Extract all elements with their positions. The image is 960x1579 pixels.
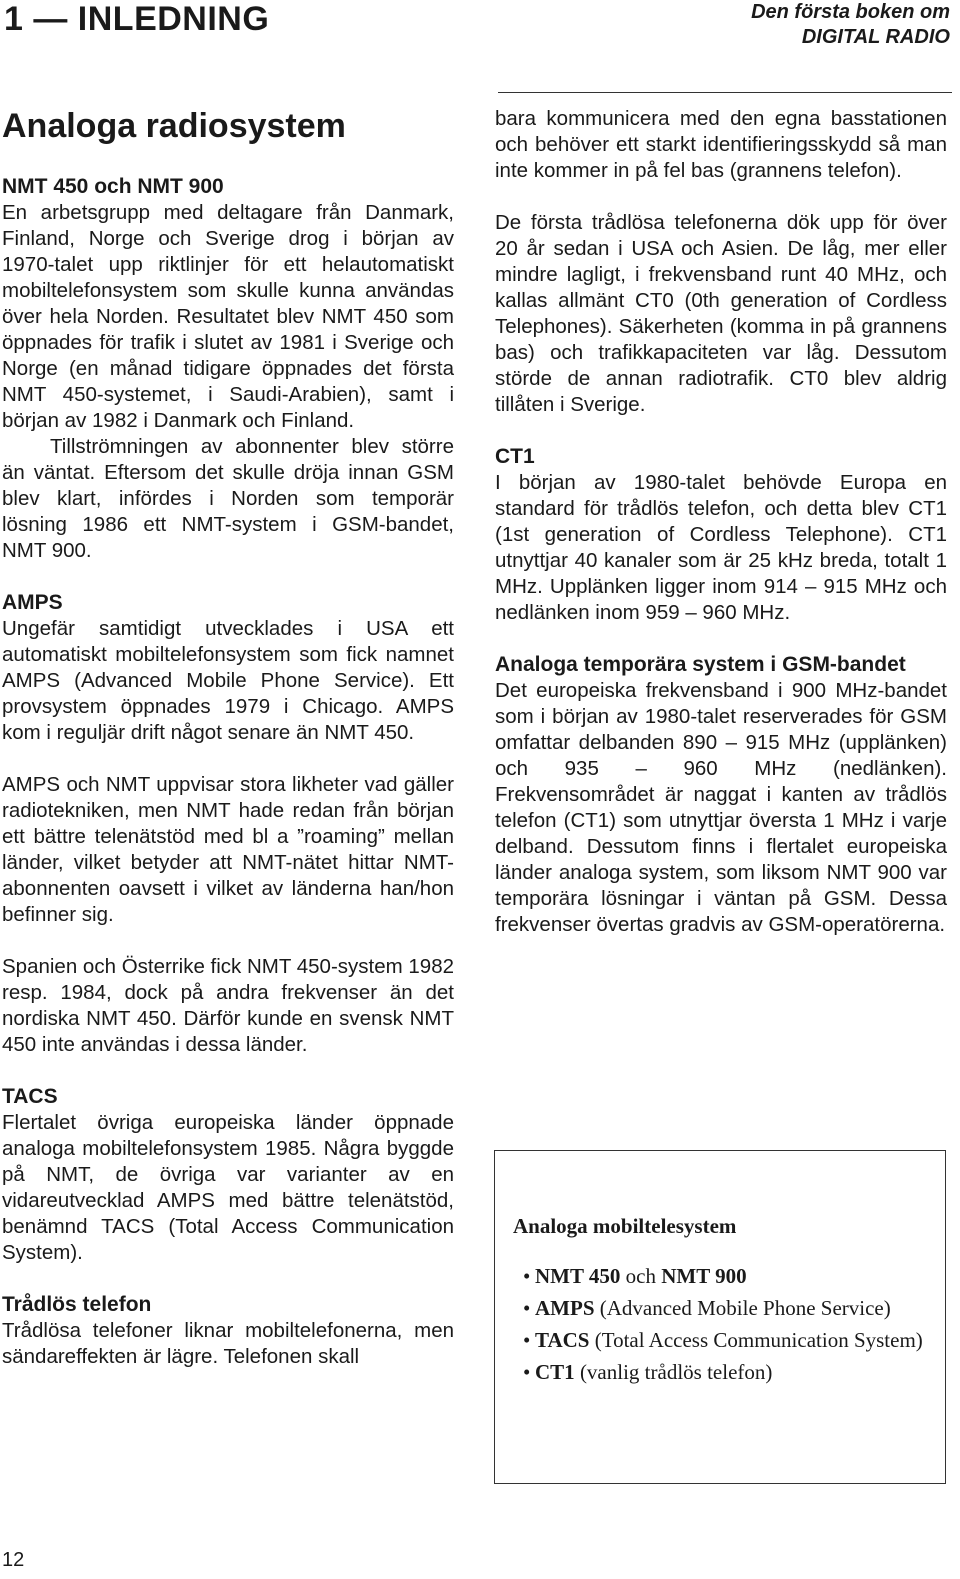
ct1-heading: CT1 bbox=[495, 445, 535, 468]
cordless-heading: Trådlös telefon bbox=[2, 1293, 152, 1316]
book-title-line1: Den första boken om bbox=[751, 1, 950, 23]
left-column bbox=[2, 106, 454, 1396]
summary-item-ct1: • CT1 (vanlig trådlös telefon) bbox=[513, 1359, 945, 1385]
cordless-paragraph-1: Trådlösa telefoner liknar mobiltelefonerna, men sändareffekten är lägre. Telefonen skall bbox=[2, 1319, 454, 1368]
tacs-paragraph-1: Flertalet övriga europeiska länder öppnade analoga mobiltelefonsystem 1985. Några byggde på NMT, de övriga var varianter av en vidareutvecklad AMPS med bättre telenätstöd, benämnd TACS (Total Access Communication System). bbox=[2, 1111, 454, 1264]
summary-item-tacs: • TACS (Total Access Communication System) bbox=[513, 1327, 945, 1353]
tacs-heading: TACS bbox=[2, 1085, 58, 1108]
page-number: 12 bbox=[2, 1549, 25, 1571]
temporary-systems-paragraph: Det europeiska frekvensband i 900 MHz-bandet som i början av 1980-talet reserverades för GSM omfattar delbanden 890 – 915 MHz (upplänken) och 935 – 960 MHz (nedlänken). Frekvensområdet är naggat i kanten av trådlös telefon (CT1) som utnyttjar översta 1 MHz i varje delband. Dessutom finns i flertalet europeiska länder analoga system, som liksom NMT 900 var temporära lösningar i väntan på GSM. Dessa frekvenser övertas gradvis av GSM-operatörerna. bbox=[495, 679, 947, 936]
summary-item-amps: • AMPS (Advanced Mobile Phone Service) bbox=[513, 1295, 945, 1321]
summary-box bbox=[494, 1150, 946, 1484]
amps-heading: AMPS bbox=[2, 591, 63, 614]
section-title: Analoga radiosystem bbox=[2, 107, 346, 145]
cordless-paragraph-2: bara kommunicera med den egna basstationen och behöver ett starkt identifieringsskydd så man inte kommer in på fel bas (grannens telefon). bbox=[495, 107, 947, 182]
book-title bbox=[751, 0, 950, 50]
amps-paragraph-3: Spanien och Österrike fick NMT 450-system 1982 resp. 1984, dock på andra frekvenser än det nordiska NMT 450. Därför kunde en svensk NMT 450 inte användas i dessa länder. bbox=[2, 955, 454, 1056]
nmt-paragraph-1: En arbetsgrupp med deltagare från Danmark, Finland, Norge och Sverige drog i början av 1970-talet upp riktlinjer för ett helautomatiskt mobiltelefonsystem som skulle kunna användas över hela Norden. Resultatet blev NMT 450 som öppnades för trafik i slutet av 1981 i Sverige och Norge (en månad tidigare öppnades det första NMT 450-systemet, i Saudi-Arabien), samt i början av 1982 i Danmark och Finland. bbox=[2, 201, 454, 432]
summary-item-nmt: • NMT 450 och NMT 900 bbox=[513, 1263, 945, 1289]
amps-paragraph-1: Ungefär samtidigt utvecklades i USA ett automatiskt mobiltelefonsystem som fick namnet AMPS (Advanced Mobile Phone Service). Ett provsystem öppnades 1979 i Chicago. AMPS kom i reguljär drift något senare än NMT 450. bbox=[2, 617, 454, 744]
nmt-heading: NMT 450 och NMT 900 bbox=[2, 175, 224, 198]
right-column bbox=[495, 106, 947, 964]
header-rule bbox=[498, 92, 952, 93]
temporary-systems-heading: Analoga temporära system i GSM-bandet bbox=[495, 653, 906, 676]
amps-paragraph-2: AMPS och NMT uppvisar stora likheter vad gäller radiotekniken, men NMT hade redan från början ett bättre telenätstöd med bl a ”roaming” mellan länder, vilket betyder att NMT-nätet hittar NMT-abonnenten oavsett i vilket av länderna han/hon befinner sig. bbox=[2, 773, 454, 926]
nmt-paragraph-2: Tillströmningen av abonnenter blev större än väntat. Eftersom det skulle dröja innan GSM blev klart, infördes i Norden som temporär lösning 1986 ett NMT-system i GSM-bandet, NMT 900. bbox=[2, 435, 454, 562]
summary-box-title: Analoga mobiltelesystem bbox=[513, 1214, 737, 1238]
ct1-paragraph: I början av 1980-talet behövde Europa en standard för trådlös telefon, och detta blev CT1 (1st generation of Cordless Telephone). CT1 utnyttjar 40 kanaler som är 25 kHz breda, totalt 1 MHz. Upplänken ligger inom 914 – 915 MHz och nedlänken inom 959 – 960 MHz. bbox=[495, 471, 947, 624]
book-title-line2: DIGITAL RADIO bbox=[801, 26, 950, 48]
summary-list bbox=[513, 1263, 945, 1385]
ct0-paragraph: De första trådlösa telefonerna dök upp för över 20 år sedan i USA och Asien. De låg, mer eller mindre lagligt, i frekvensband runt 40 MHz, och kallas allmänt CT0 (0th generation of Cordless Telephones). Säkerheten (komma in på grannens bas) och trafikkapaciteten var låg. Dessutom störde de annan radiotrafik. CT0 blev aldrig tillåten i Sverige. bbox=[495, 211, 947, 416]
chapter-heading: 1 — INLEDNING bbox=[4, 0, 270, 38]
